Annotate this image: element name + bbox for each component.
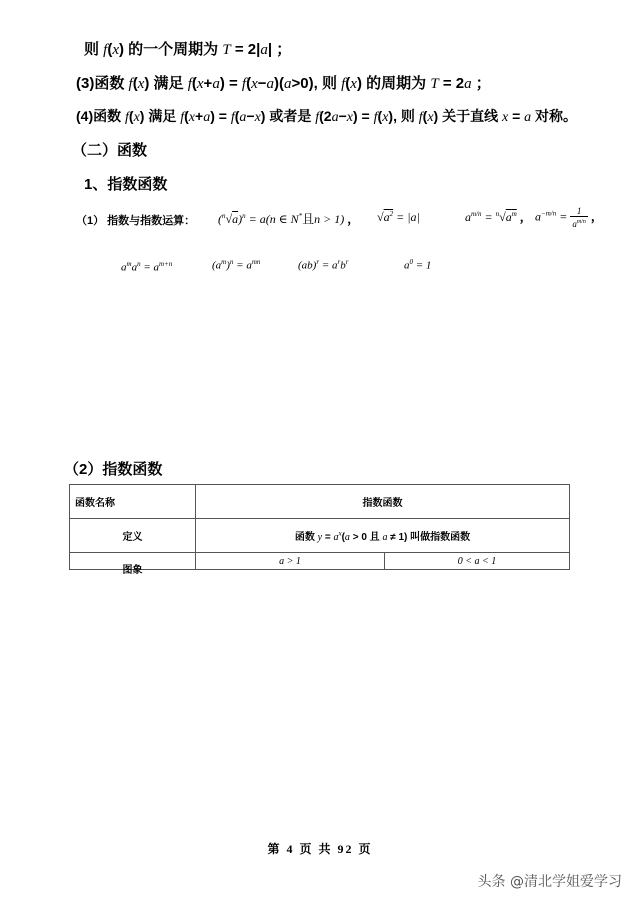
table-def-value: 函数 $y = a^x(a > 0$ 且 a ≠ 1) 叫做指数函数 <box>196 519 570 553</box>
rule-product-power: $(ab)^r = a^rb^r$ <box>298 258 349 272</box>
formula-frac-power: $a^{m/n} = ^n√a^m$ ， <box>465 210 532 224</box>
rule-power: $(a^m)^n = a^{mn}$ <box>212 258 261 272</box>
table-cond-a-lt-1: 0 < a < 1 <box>385 553 570 570</box>
section-title: （二）函数 <box>72 142 148 159</box>
symmetry-line-4: (4)函数 f(x) 满足 f(x+a) = f(a−x) 或者是 f(2a−x) = f(x), 则 f(x) 关于直线 x = a 对称。 <box>76 108 578 125</box>
period-line-3: (3)函数 f(x) 满足 f(x+a) = f(x−a)(a>0), 则 f(x) 的周期为 T = 2a ； <box>76 75 491 92</box>
subsection-title: 1、指数函数 <box>84 176 168 193</box>
table-def-label: 定义 <box>70 519 196 553</box>
exponential-function-table <box>69 484 570 576</box>
formula-neg-frac-power: $a^{-m/n}$ = $\frac{1}{a^{m/n}}$ ， <box>535 206 603 229</box>
period-line-1: 则 f(x) 的一个周期为 T = 2|a| ； <box>84 41 292 58</box>
page-footer: 第 4 页 共 92 页 <box>267 842 373 856</box>
item2-label: （2）指数函数 <box>64 461 163 478</box>
formula-sqrt-abs: $√a^2 = |a|$ <box>377 210 420 224</box>
table-graph-label: 图象 <box>70 553 196 570</box>
item1-label: （1） 指数与指数运算： <box>76 215 196 227</box>
rule-product: $a^ma^n = a^{m+n}$ <box>121 260 173 274</box>
table-cond-a-gt-1: a > 1 <box>196 553 385 570</box>
table-header-name: 函数名称 <box>70 485 196 519</box>
table-header-value: 指数函数 <box>196 485 570 519</box>
watermark: 头条 @清北学姐爱学习 <box>477 874 622 890</box>
formula-root-power: $(^n√a)^n = a(n$ ∈ N*且n > 1) ， <box>218 212 360 226</box>
rule-zero-power: $a^0 = 1$ <box>404 258 432 272</box>
